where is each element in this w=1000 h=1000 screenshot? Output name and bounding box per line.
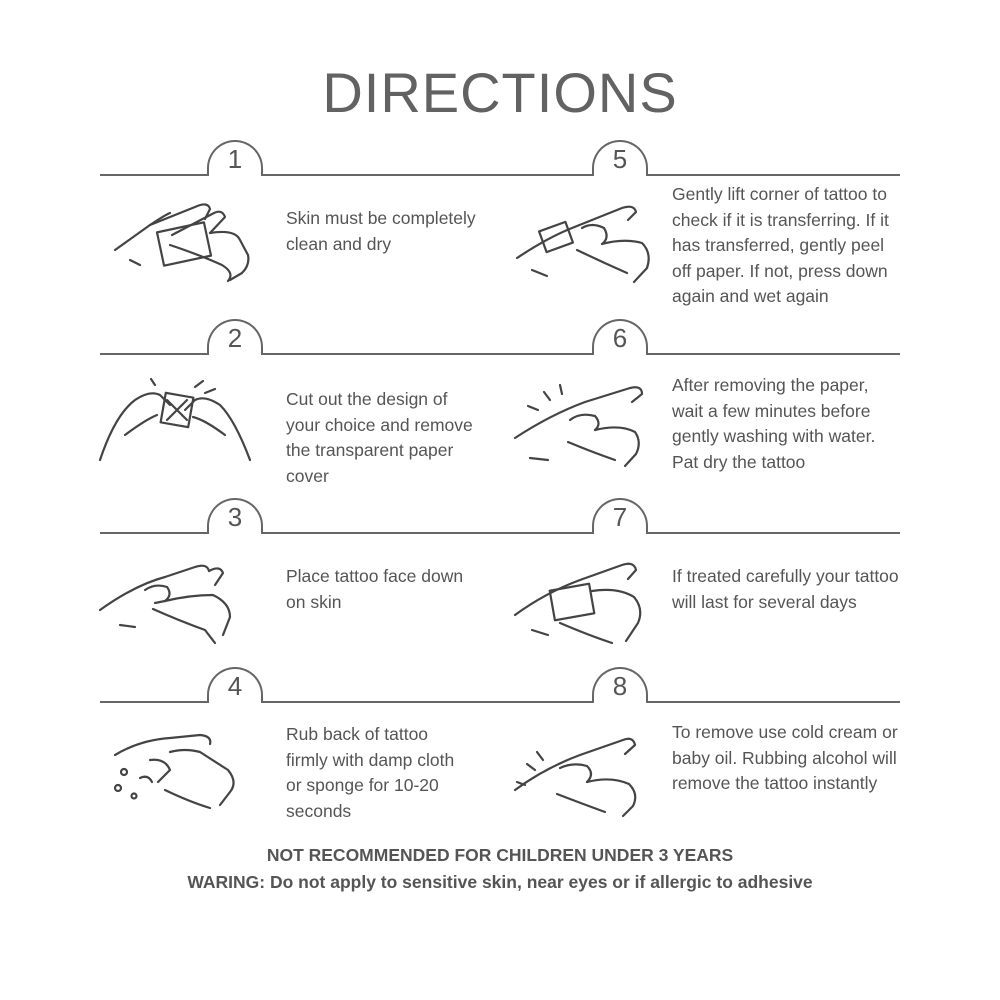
- step-text-4: Rub back of tattoo firmly with damp cloth or sponge for 10-20 seconds: [286, 724, 455, 821]
- hand-cleaning-icon: [110, 195, 260, 290]
- step-number-3: 3: [227, 502, 243, 532]
- step-text-3: Place tattoo face down on skin: [286, 566, 464, 612]
- step-number-8: 8: [612, 671, 628, 701]
- step-text-7: If treated carefully your tattoo will last for several days: [672, 566, 899, 612]
- step-text-5: Gently lift corner of tattoo to check if it is transferring. If it has transferred, gently peel off paper. If not, press down again and wet again: [672, 184, 889, 306]
- step-number-5: 5: [612, 144, 628, 174]
- divider-step-8: [500, 701, 900, 703]
- skin-warning: WARING: Do not apply to sensitive skin, near eyes or if allergic to adhesive: [187, 872, 813, 892]
- step-number-6: 6: [612, 323, 628, 353]
- step-text-1: Skin must be completely clean and dry: [286, 208, 476, 254]
- step-number-7: 7: [612, 502, 628, 532]
- age-warning: NOT RECOMMENDED FOR CHILDREN UNDER 3 YEARS: [266, 845, 734, 865]
- hands-cutting-icon: [95, 375, 255, 470]
- hand-removing-icon: [505, 730, 655, 820]
- step-text-2: Cut out the design of your choice and remove the transparent paper cover: [286, 389, 473, 486]
- divider-step-3: [100, 532, 500, 534]
- step-text-8: To remove use cold cream or baby oil. Rubbing alcohol will remove the tattoo instantly: [672, 722, 898, 793]
- divider-step-4: [100, 701, 500, 703]
- divider-step-1: [100, 174, 500, 176]
- divider-step-5: [500, 174, 900, 176]
- hand-peeling-icon: [512, 198, 662, 288]
- hand-care-icon: [510, 555, 660, 650]
- hand-rubbing-icon: [110, 730, 250, 820]
- step-text-6: After removing the paper, wait a few minutes before gently washing with water. Pat dry the tattoo: [672, 375, 876, 472]
- hand-placing-icon: [95, 555, 245, 645]
- page-title: DIRECTIONS: [322, 61, 678, 124]
- step-number-2: 2: [227, 323, 243, 353]
- hand-washing-icon: [510, 380, 660, 470]
- step-number-4: 4: [227, 671, 243, 701]
- step-number-1: 1: [227, 144, 243, 174]
- divider-step-6: [500, 353, 900, 355]
- divider-step-7: [500, 532, 900, 534]
- divider-step-2: [100, 353, 500, 355]
